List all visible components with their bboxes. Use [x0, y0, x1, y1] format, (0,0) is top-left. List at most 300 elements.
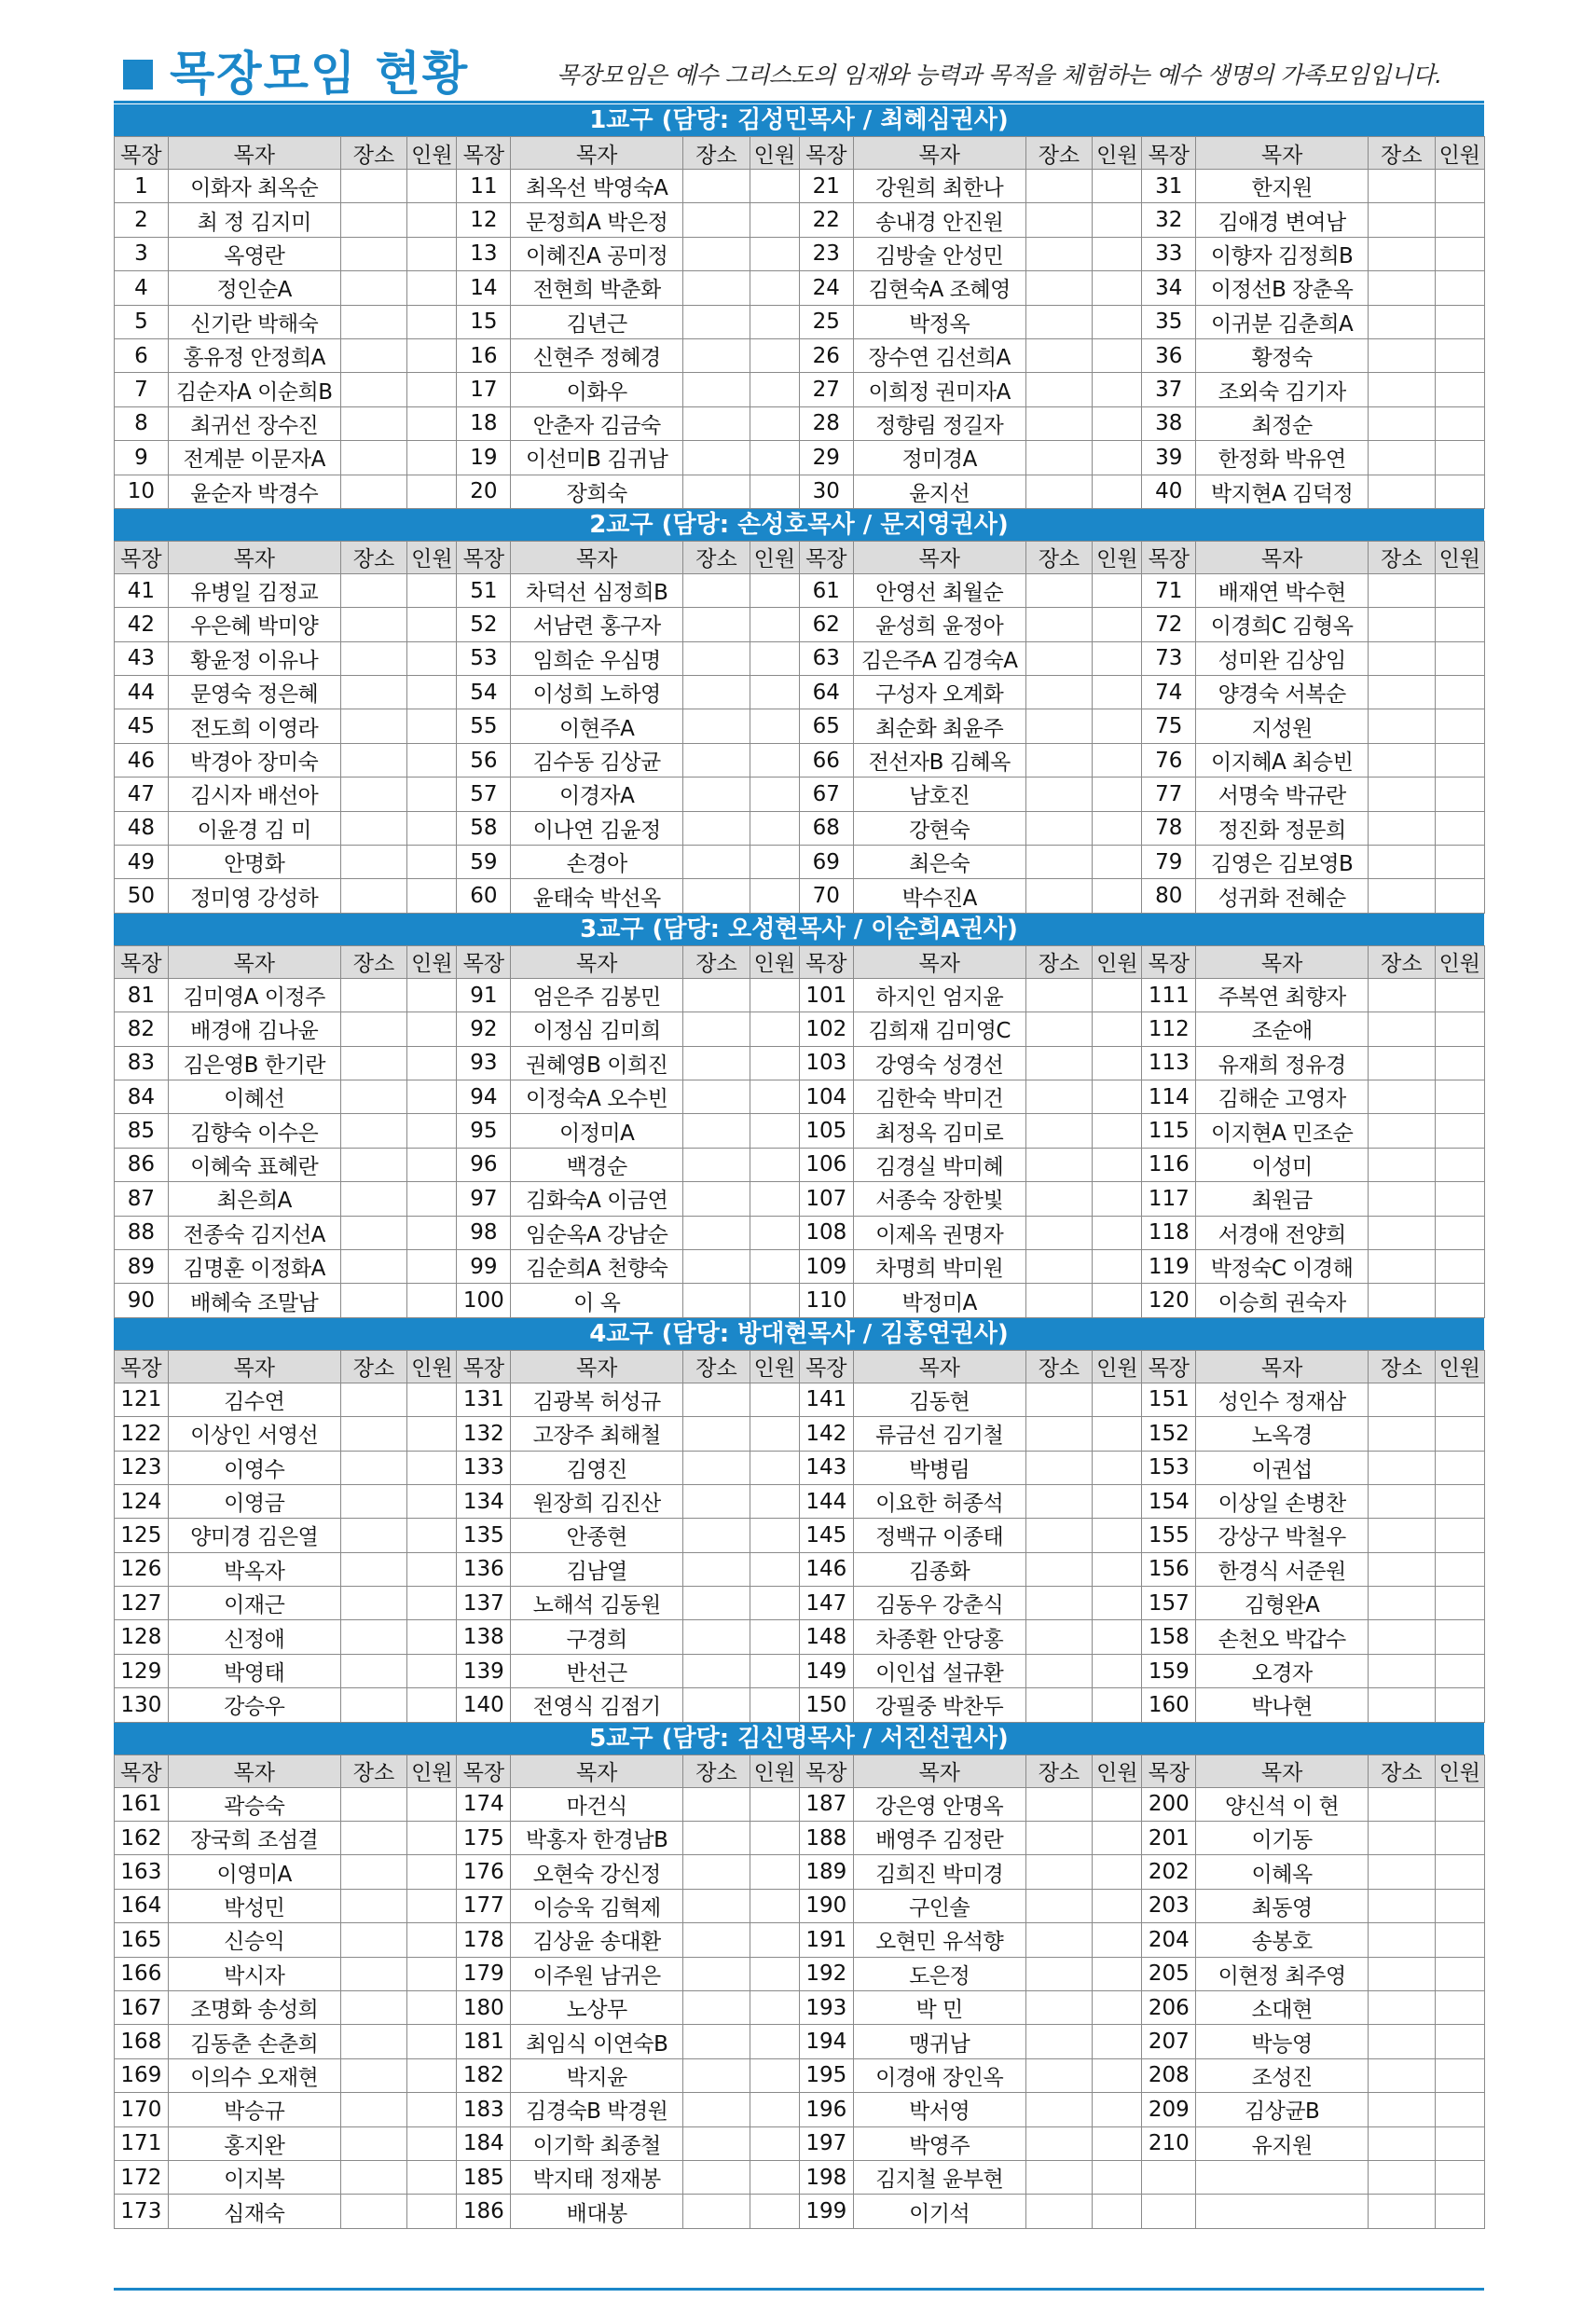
- member-count-cell: [1093, 1216, 1142, 1249]
- group-number: 106: [799, 1148, 853, 1181]
- leader-names: 안영선 최월순: [853, 573, 1025, 607]
- column-header: 장소: [1369, 1350, 1436, 1383]
- group-number: 205: [1142, 1957, 1196, 1990]
- group-number: 13: [457, 237, 511, 270]
- member-count-cell: [407, 271, 457, 305]
- place-cell: [683, 709, 750, 743]
- member-count-cell: [407, 170, 457, 203]
- column-header: 인원: [1435, 137, 1484, 170]
- place-cell: [683, 1787, 750, 1821]
- member-count-cell: [1435, 641, 1484, 675]
- leader-names: 강승우: [168, 1688, 340, 1722]
- member-count-cell: [750, 2160, 799, 2194]
- place-cell: [340, 441, 407, 475]
- leader-names: 이지현A 민조순: [1196, 1114, 1369, 1148]
- place-cell: [340, 2093, 407, 2126]
- group-number: 134: [457, 1484, 511, 1518]
- member-count-cell: [1435, 2195, 1484, 2228]
- table-row: [115, 1620, 1485, 1654]
- leader-names: 차덕선 심정희B: [511, 573, 683, 607]
- group-number: 28: [799, 406, 853, 440]
- group-number: 2: [115, 203, 169, 237]
- group-number: 71: [1142, 573, 1196, 607]
- column-header: 목자: [853, 137, 1025, 170]
- place-cell: [340, 1552, 407, 1586]
- member-count-cell: [407, 2160, 457, 2194]
- column-header: 목장: [799, 1350, 853, 1383]
- column-header: 목자: [1196, 137, 1369, 170]
- place-cell: [1025, 373, 1093, 406]
- leader-names: 홍유정 안정희A: [168, 338, 340, 372]
- member-count-cell: [407, 373, 457, 406]
- leader-names: 최귀선 장수진: [168, 406, 340, 440]
- column-header: 목장: [115, 1755, 169, 1787]
- member-count-cell: [1435, 1182, 1484, 1216]
- group-number: 143: [799, 1451, 853, 1484]
- group-number: 12: [457, 203, 511, 237]
- column-header: 장소: [683, 1755, 750, 1787]
- group-number: 148: [799, 1620, 853, 1654]
- column-header: 인원: [407, 945, 457, 978]
- member-count-cell: [1435, 203, 1484, 237]
- leader-names: 이기동: [1196, 1822, 1369, 1855]
- place-cell: [1369, 1216, 1436, 1249]
- bottom-divider: [114, 2288, 1484, 2291]
- group-number: 181: [457, 2025, 511, 2058]
- member-count-cell: [1435, 237, 1484, 270]
- leader-names: 이화자 최옥순: [168, 170, 340, 203]
- column-header: 인원: [1093, 137, 1142, 170]
- leader-names: 이기석: [853, 2195, 1025, 2228]
- group-number: 87: [115, 1182, 169, 1216]
- leader-names: 김수연: [168, 1383, 340, 1416]
- member-count-cell: [407, 1417, 457, 1451]
- leader-names: 김애경 변여남: [1196, 203, 1369, 237]
- member-count-cell: [750, 1080, 799, 1113]
- place-cell: [1025, 1822, 1093, 1855]
- table-row: [115, 2160, 1485, 2194]
- column-header: 목자: [1196, 945, 1369, 978]
- member-count-cell: [1093, 846, 1142, 879]
- leader-names: 이혜옥: [1196, 1855, 1369, 1889]
- member-count-cell: [1093, 406, 1142, 440]
- group-number: 58: [457, 811, 511, 845]
- group-number: 115: [1142, 1114, 1196, 1148]
- member-count-cell: [750, 2126, 799, 2160]
- table-row: [115, 1114, 1485, 1148]
- leader-names: 권혜영B 이희진: [511, 1046, 683, 1080]
- member-count-cell: [1093, 1822, 1142, 1855]
- table-row: [115, 203, 1485, 237]
- column-header: 목자: [511, 541, 683, 573]
- group-number: 160: [1142, 1688, 1196, 1722]
- group-number: 46: [115, 743, 169, 777]
- place-cell: [683, 271, 750, 305]
- member-count-cell: [1093, 305, 1142, 338]
- group-number: 92: [457, 1012, 511, 1046]
- leader-names: 김해순 고영자: [1196, 1080, 1369, 1113]
- place-cell: [340, 846, 407, 879]
- group-number: 142: [799, 1417, 853, 1451]
- table-row: [115, 641, 1485, 675]
- leader-names: 엄은주 김봉민: [511, 978, 683, 1012]
- place-cell: [340, 573, 407, 607]
- group-number: 120: [1142, 1284, 1196, 1317]
- group-number: 166: [115, 1957, 169, 1990]
- leader-names: 성인수 정재삼: [1196, 1383, 1369, 1416]
- member-count-cell: [750, 1889, 799, 1922]
- place-cell: [683, 978, 750, 1012]
- place-cell: [340, 2160, 407, 2194]
- group-number: 7: [115, 373, 169, 406]
- place-cell: [1025, 2058, 1093, 2092]
- place-cell: [340, 676, 407, 709]
- column-header: 목장: [115, 1350, 169, 1383]
- group-number: 104: [799, 1080, 853, 1113]
- leader-names: 소대현: [1196, 1990, 1369, 2024]
- member-count-cell: [1093, 170, 1142, 203]
- member-count-cell: [1093, 2025, 1142, 2058]
- column-header: 목자: [853, 945, 1025, 978]
- member-count-cell: [750, 1552, 799, 1586]
- member-count-cell: [1093, 978, 1142, 1012]
- column-header: 인원: [1093, 541, 1142, 573]
- leader-names: 남호진: [853, 778, 1025, 811]
- group-number: 70: [799, 879, 853, 913]
- column-header: 목장: [1142, 1755, 1196, 1787]
- group-number: 167: [115, 1990, 169, 2024]
- leader-names: 김종화: [853, 1552, 1025, 1586]
- member-count-cell: [407, 573, 457, 607]
- group-number: 112: [1142, 1012, 1196, 1046]
- place-cell: [340, 1080, 407, 1113]
- group-number: 168: [115, 2025, 169, 2058]
- leader-names: 신현주 정혜경: [511, 338, 683, 372]
- leader-names: 문정희A 박은정: [511, 203, 683, 237]
- place-cell: [1025, 1990, 1093, 2024]
- place-cell: [683, 1249, 750, 1283]
- group-number: 124: [115, 1484, 169, 1518]
- group-number: 116: [1142, 1148, 1196, 1181]
- table-row: [115, 373, 1485, 406]
- member-count-cell: [1435, 1080, 1484, 1113]
- group-number: 140: [457, 1688, 511, 1722]
- column-header: 장소: [683, 1350, 750, 1383]
- member-count-cell: [750, 237, 799, 270]
- leader-names: 박정미A: [853, 1284, 1025, 1317]
- group-number: 170: [115, 2093, 169, 2126]
- member-count-cell: [1093, 1148, 1142, 1181]
- member-count-cell: [1435, 1148, 1484, 1181]
- column-header: 목장: [1142, 137, 1196, 170]
- place-cell: [1369, 1519, 1436, 1552]
- column-header: 인원: [407, 1755, 457, 1787]
- member-count-cell: [1435, 441, 1484, 475]
- place-cell: [1025, 475, 1093, 508]
- group-number: 27: [799, 373, 853, 406]
- group-number: 35: [1142, 305, 1196, 338]
- member-count-cell: [1093, 1923, 1142, 1957]
- member-count-cell: [750, 2093, 799, 2126]
- group-number: 21: [799, 170, 853, 203]
- member-count-cell: [1435, 406, 1484, 440]
- member-count-cell: [407, 203, 457, 237]
- table-row: [115, 1787, 1485, 1821]
- leader-names: 박승규: [168, 2093, 340, 2126]
- member-count-cell: [750, 1383, 799, 1416]
- place-cell: [1369, 475, 1436, 508]
- table-row: [115, 1284, 1485, 1317]
- column-header: 장소: [1369, 541, 1436, 573]
- leader-names: 이인섭 설규환: [853, 1654, 1025, 1687]
- column-header: 목자: [511, 945, 683, 978]
- group-number: 107: [799, 1182, 853, 1216]
- member-count-cell: [407, 1383, 457, 1416]
- column-header: 장소: [683, 945, 750, 978]
- leader-names: 서명숙 박규란: [1196, 778, 1369, 811]
- group-number: 16: [457, 338, 511, 372]
- place-cell: [1369, 1284, 1436, 1317]
- group-number: [1142, 2195, 1196, 2228]
- column-header: 인원: [1435, 1350, 1484, 1383]
- group-number: 93: [457, 1046, 511, 1080]
- member-count-cell: [1093, 879, 1142, 913]
- place-cell: [683, 475, 750, 508]
- group-number: 102: [799, 1012, 853, 1046]
- group-number: 91: [457, 978, 511, 1012]
- group-number: 43: [115, 641, 169, 675]
- leader-names: 이정숙A 오수빈: [511, 1080, 683, 1113]
- group-number: 144: [799, 1484, 853, 1518]
- table-row: [115, 1957, 1485, 1990]
- leader-names: 정진화 정문희: [1196, 811, 1369, 845]
- place-cell: [1369, 1114, 1436, 1148]
- group-number: 126: [115, 1552, 169, 1586]
- member-count-cell: [1435, 1688, 1484, 1722]
- member-count-cell: [750, 1417, 799, 1451]
- place-cell: [340, 1855, 407, 1889]
- member-count-cell: [750, 1787, 799, 1821]
- group-number: 23: [799, 237, 853, 270]
- leader-names: 김수동 김상균: [511, 743, 683, 777]
- place-cell: [1025, 1889, 1093, 1922]
- member-count-cell: [1435, 778, 1484, 811]
- member-count-cell: [1435, 1114, 1484, 1148]
- leader-names: 박수진A: [853, 879, 1025, 913]
- member-count-cell: [750, 338, 799, 372]
- member-count-cell: [750, 1216, 799, 1249]
- member-count-cell: [750, 1822, 799, 1855]
- leader-names: 박 민: [853, 1990, 1025, 2024]
- place-cell: [340, 1822, 407, 1855]
- leader-names: 김경실 박미혜: [853, 1148, 1025, 1181]
- member-count-cell: [1435, 1451, 1484, 1484]
- leader-names: 이영수: [168, 1451, 340, 1484]
- place-cell: [1025, 709, 1093, 743]
- place-cell: [1369, 2093, 1436, 2126]
- column-header: 인원: [750, 541, 799, 573]
- place-cell: [340, 475, 407, 508]
- column-header: 목자: [168, 945, 340, 978]
- column-header: 목자: [511, 137, 683, 170]
- leader-names: 김경숙B 박경원: [511, 2093, 683, 2126]
- member-count-cell: [407, 978, 457, 1012]
- leader-names: 박성민: [168, 1889, 340, 1922]
- member-count-cell: [407, 1519, 457, 1552]
- district-section: [114, 1723, 1484, 2229]
- leader-names: 노해석 김동원: [511, 1587, 683, 1620]
- column-header: 인원: [750, 945, 799, 978]
- place-cell: [1369, 978, 1436, 1012]
- place-cell: [1369, 641, 1436, 675]
- leader-names: 구경희: [511, 1620, 683, 1654]
- leader-names: 김동춘 손춘희: [168, 2025, 340, 2058]
- place-cell: [1025, 2025, 1093, 2058]
- member-count-cell: [1093, 203, 1142, 237]
- place-cell: [683, 170, 750, 203]
- table-row: [115, 1417, 1485, 1451]
- group-number: 175: [457, 1822, 511, 1855]
- leader-names: 옥영란: [168, 237, 340, 270]
- leader-names: 성미완 김상임: [1196, 641, 1369, 675]
- group-number: 62: [799, 608, 853, 641]
- table-header-row: [115, 945, 1485, 978]
- place-cell: [340, 608, 407, 641]
- leader-names: 김미영A 이정주: [168, 978, 340, 1012]
- group-number: 83: [115, 1046, 169, 1080]
- column-header: 인원: [1435, 945, 1484, 978]
- district-section: [114, 104, 1484, 509]
- member-count-cell: [407, 2093, 457, 2126]
- place-cell: [1369, 271, 1436, 305]
- group-number: 90: [115, 1284, 169, 1317]
- leader-names: 양경숙 서복순: [1196, 676, 1369, 709]
- member-count-cell: [1093, 1451, 1142, 1484]
- group-number: 113: [1142, 1046, 1196, 1080]
- member-count-cell: [407, 2195, 457, 2228]
- place-cell: [1025, 1519, 1093, 1552]
- group-number: 74: [1142, 676, 1196, 709]
- member-count-cell: [407, 1855, 457, 1889]
- district-section: [114, 914, 1484, 1318]
- member-count-cell: [1435, 1012, 1484, 1046]
- place-cell: [1369, 1451, 1436, 1484]
- leader-names: 박지현A 김덕정: [1196, 475, 1369, 508]
- place-cell: [1025, 811, 1093, 845]
- member-count-cell: [750, 203, 799, 237]
- place-cell: [340, 1990, 407, 2024]
- group-number: 184: [457, 2126, 511, 2160]
- member-count-cell: [750, 1587, 799, 1620]
- leader-names: 이승욱 김혁제: [511, 1889, 683, 1922]
- place-cell: [683, 573, 750, 607]
- group-number: 150: [799, 1688, 853, 1722]
- column-header: 인원: [1435, 1755, 1484, 1787]
- group-number: 129: [115, 1654, 169, 1687]
- member-count-cell: [1435, 1046, 1484, 1080]
- place-cell: [683, 305, 750, 338]
- leader-names: 전도희 이영라: [168, 709, 340, 743]
- place-cell: [683, 2126, 750, 2160]
- leader-names: 이혜선: [168, 1080, 340, 1113]
- table-row: [115, 1080, 1485, 1113]
- group-number: 202: [1142, 1855, 1196, 1889]
- group-number: 42: [115, 608, 169, 641]
- leader-names: 김순자A 이순희B: [168, 373, 340, 406]
- member-count-cell: [407, 441, 457, 475]
- member-count-cell: [1435, 338, 1484, 372]
- place-cell: [683, 641, 750, 675]
- leader-names: 박정숙C 이경해: [1196, 1249, 1369, 1283]
- place-cell: [683, 846, 750, 879]
- group-number: 147: [799, 1587, 853, 1620]
- group-number: 114: [1142, 1080, 1196, 1113]
- group-number: 198: [799, 2160, 853, 2194]
- member-count-cell: [1435, 676, 1484, 709]
- leader-names: 정백규 이종태: [853, 1519, 1025, 1552]
- member-count-cell: [750, 709, 799, 743]
- member-count-cell: [1093, 709, 1142, 743]
- member-count-cell: [1435, 1822, 1484, 1855]
- place-cell: [340, 305, 407, 338]
- place-cell: [683, 676, 750, 709]
- table-header-row: [115, 541, 1485, 573]
- column-header: 인원: [1093, 945, 1142, 978]
- leader-names: 정미영 강성하: [168, 879, 340, 913]
- leader-names: 장희숙: [511, 475, 683, 508]
- table-row: [115, 978, 1485, 1012]
- column-header: 인원: [407, 1350, 457, 1383]
- leader-names: 배재연 박수현: [1196, 573, 1369, 607]
- group-number: 25: [799, 305, 853, 338]
- place-cell: [1025, 406, 1093, 440]
- group-number: 54: [457, 676, 511, 709]
- group-number: 47: [115, 778, 169, 811]
- group-number: 194: [799, 2025, 853, 2058]
- column-header: 목장: [115, 945, 169, 978]
- member-count-cell: [750, 1990, 799, 2024]
- place-cell: [683, 1957, 750, 1990]
- district-section: [114, 1318, 1484, 1723]
- group-number: 53: [457, 641, 511, 675]
- leader-names: 전종숙 김지선A: [168, 1216, 340, 1249]
- group-number: 20: [457, 475, 511, 508]
- group-number: 135: [457, 1519, 511, 1552]
- leader-names: 박경아 장미숙: [168, 743, 340, 777]
- column-header: 장소: [340, 945, 407, 978]
- place-cell: [1369, 879, 1436, 913]
- group-number: 22: [799, 203, 853, 237]
- leader-names: 이정미A: [511, 1114, 683, 1148]
- place-cell: [1025, 1654, 1093, 1687]
- member-count-cell: [750, 1654, 799, 1687]
- group-number: 192: [799, 1957, 853, 1990]
- page-subtitle: 목장모임은 예수 그리스도의 임재와 능력과 목적을 체험하는 예수 생명의 가족모임입니다.: [557, 62, 1442, 89]
- member-count-cell: [1093, 2126, 1142, 2160]
- table-row: [115, 475, 1485, 508]
- district-table: [114, 136, 1485, 509]
- member-count-cell: [750, 1688, 799, 1722]
- group-number: 162: [115, 1822, 169, 1855]
- member-count-cell: [750, 608, 799, 641]
- group-number: 30: [799, 475, 853, 508]
- district-title: 5교구 (담당: 김신명목사 / 서진선권사): [114, 1723, 1484, 1755]
- member-count-cell: [407, 1787, 457, 1821]
- table-row: [115, 879, 1485, 913]
- leader-names: 김방술 안성민: [853, 237, 1025, 270]
- place-cell: [1025, 1484, 1093, 1518]
- place-cell: [340, 1216, 407, 1249]
